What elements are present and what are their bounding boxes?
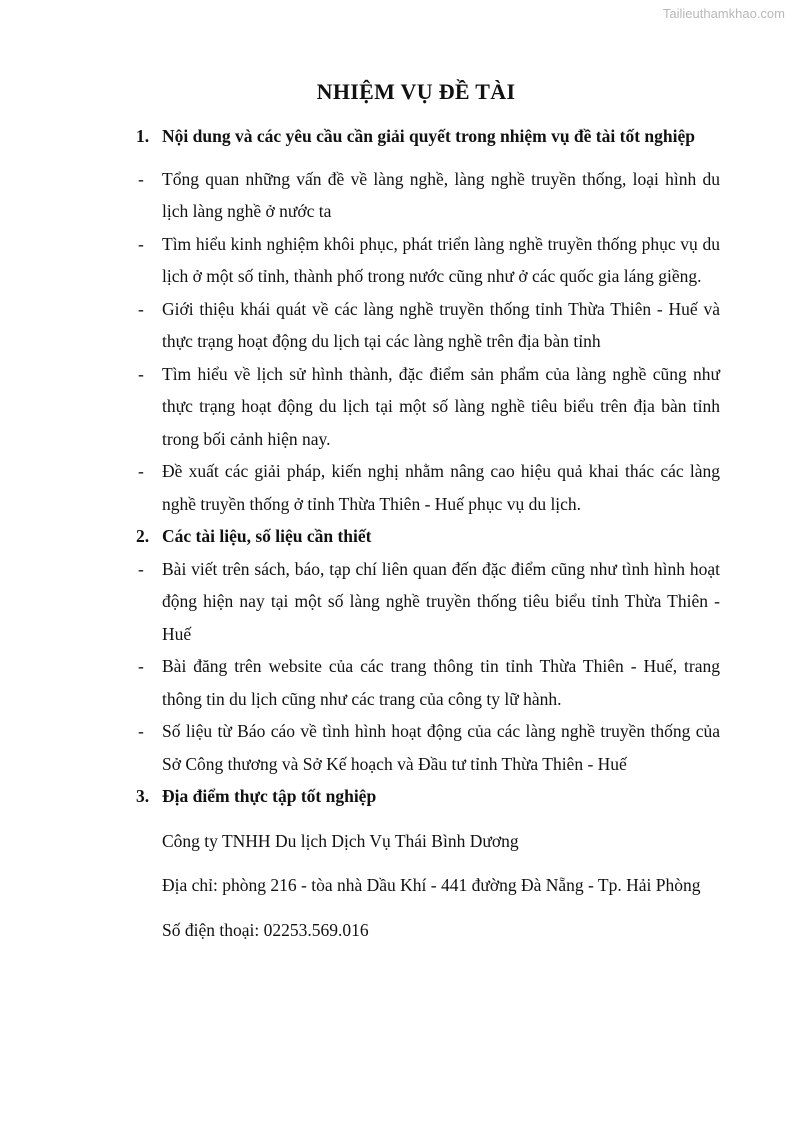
list-item	[136, 163, 720, 228]
document-body	[136, 120, 720, 946]
list-item	[136, 358, 720, 456]
list-item-text: Tìm hiểu về lịch sử hình thành, đặc điểm sản phẩm của làng nghề cũng như thực trạng hoạt động du lịch tại một số làng nghề tiêu biểu trên địa bàn tỉnh trong bối cảnh hiện nay.	[162, 363, 720, 449]
dash-bullet: -	[138, 168, 144, 189]
company-address: Địa chỉ: phòng 216 - tòa nhà Dầu Khí - 441 đường Đà Nẵng - Tp. Hải Phòng	[162, 875, 701, 895]
section-1-number: 1.	[136, 126, 150, 146]
dash-bullet: -	[138, 233, 144, 254]
section-3-number: 3.	[136, 786, 150, 806]
list-item-text: Bài viết trên sách, báo, tạp chí liên quan đến đặc điểm cũng như tình hình hoạt động hiện nay tại một số làng nghề truyền thống tiêu biểu tỉnh Thừa Thiên - Huế	[162, 558, 720, 644]
list-item-text: Giới thiệu khái quát về các làng nghề truyền thống tỉnh Thừa Thiên - Huế và thực trạng hoạt động du lịch tại các làng nghề trên địa bàn tỉnh	[162, 298, 720, 351]
company-name: Công ty TNHH Du lịch Dịch Vụ Thái Bình Dương	[162, 830, 519, 851]
dash-bullet: -	[138, 721, 144, 741]
page-title: NHIỆM VỤ ĐỀ TÀI	[316, 79, 516, 104]
dash-bullet: -	[138, 363, 144, 384]
list-item	[136, 715, 720, 780]
list-item	[136, 228, 720, 293]
section-2-number: 2.	[136, 526, 150, 546]
watermark-text: Tailieuthamkhao.com	[662, 6, 785, 21]
section-3-heading	[136, 780, 720, 813]
dash-bullet: -	[138, 461, 144, 481]
section-2-heading	[136, 520, 720, 553]
list-item-text: Tổng quan những vấn đề về làng nghề, làng nghề truyền thống, loại hình du lịch làng nghề ở nước ta	[162, 168, 720, 221]
section-1-heading	[136, 120, 720, 153]
list-item-text: Tìm hiểu kinh nghiệm khôi phục, phát triển làng nghề truyền thống phục vụ du lịch ở một số tỉnh, thành phố trong nước cũng như ở các quốc gia láng giềng.	[162, 233, 720, 286]
list-item	[136, 650, 720, 715]
section-1-title: Nội dung và các yêu cầu cần giải quyết trong nhiệm vụ đề tài tốt nghiệp	[162, 126, 695, 146]
dash-bullet: -	[138, 558, 144, 579]
section-3-title: Địa điểm thực tập tốt nghiệp	[162, 786, 377, 806]
dash-bullet: -	[138, 298, 144, 319]
company-phone: Số điện thoại: 02253.569.016	[162, 919, 369, 940]
list-item	[136, 455, 720, 520]
section-2-title: Các tài liệu, số liệu cần thiết	[162, 526, 372, 546]
list-item-text: Số liệu từ Báo cáo về tình hình hoạt động của các làng nghề truyền thống của Sở Công thương và Sở Kế hoạch và Đầu tư tỉnh Thừa Thiên - Huế	[162, 721, 720, 774]
list-item-text: Bài đăng trên website của các trang thông tin tỉnh Thừa Thiên - Huế, trang thông tin du lịch cũng như các trang của công ty lữ hành.	[162, 656, 720, 709]
list-item-text: Đề xuất các giải pháp, kiến nghị nhằm nâng cao hiệu quả khai thác các làng nghề truyền thống ở tỉnh Thừa Thiên - Huế phục vụ du lịch.	[162, 461, 720, 514]
list-item	[136, 553, 720, 651]
dash-bullet: -	[138, 656, 144, 676]
list-item	[136, 293, 720, 358]
